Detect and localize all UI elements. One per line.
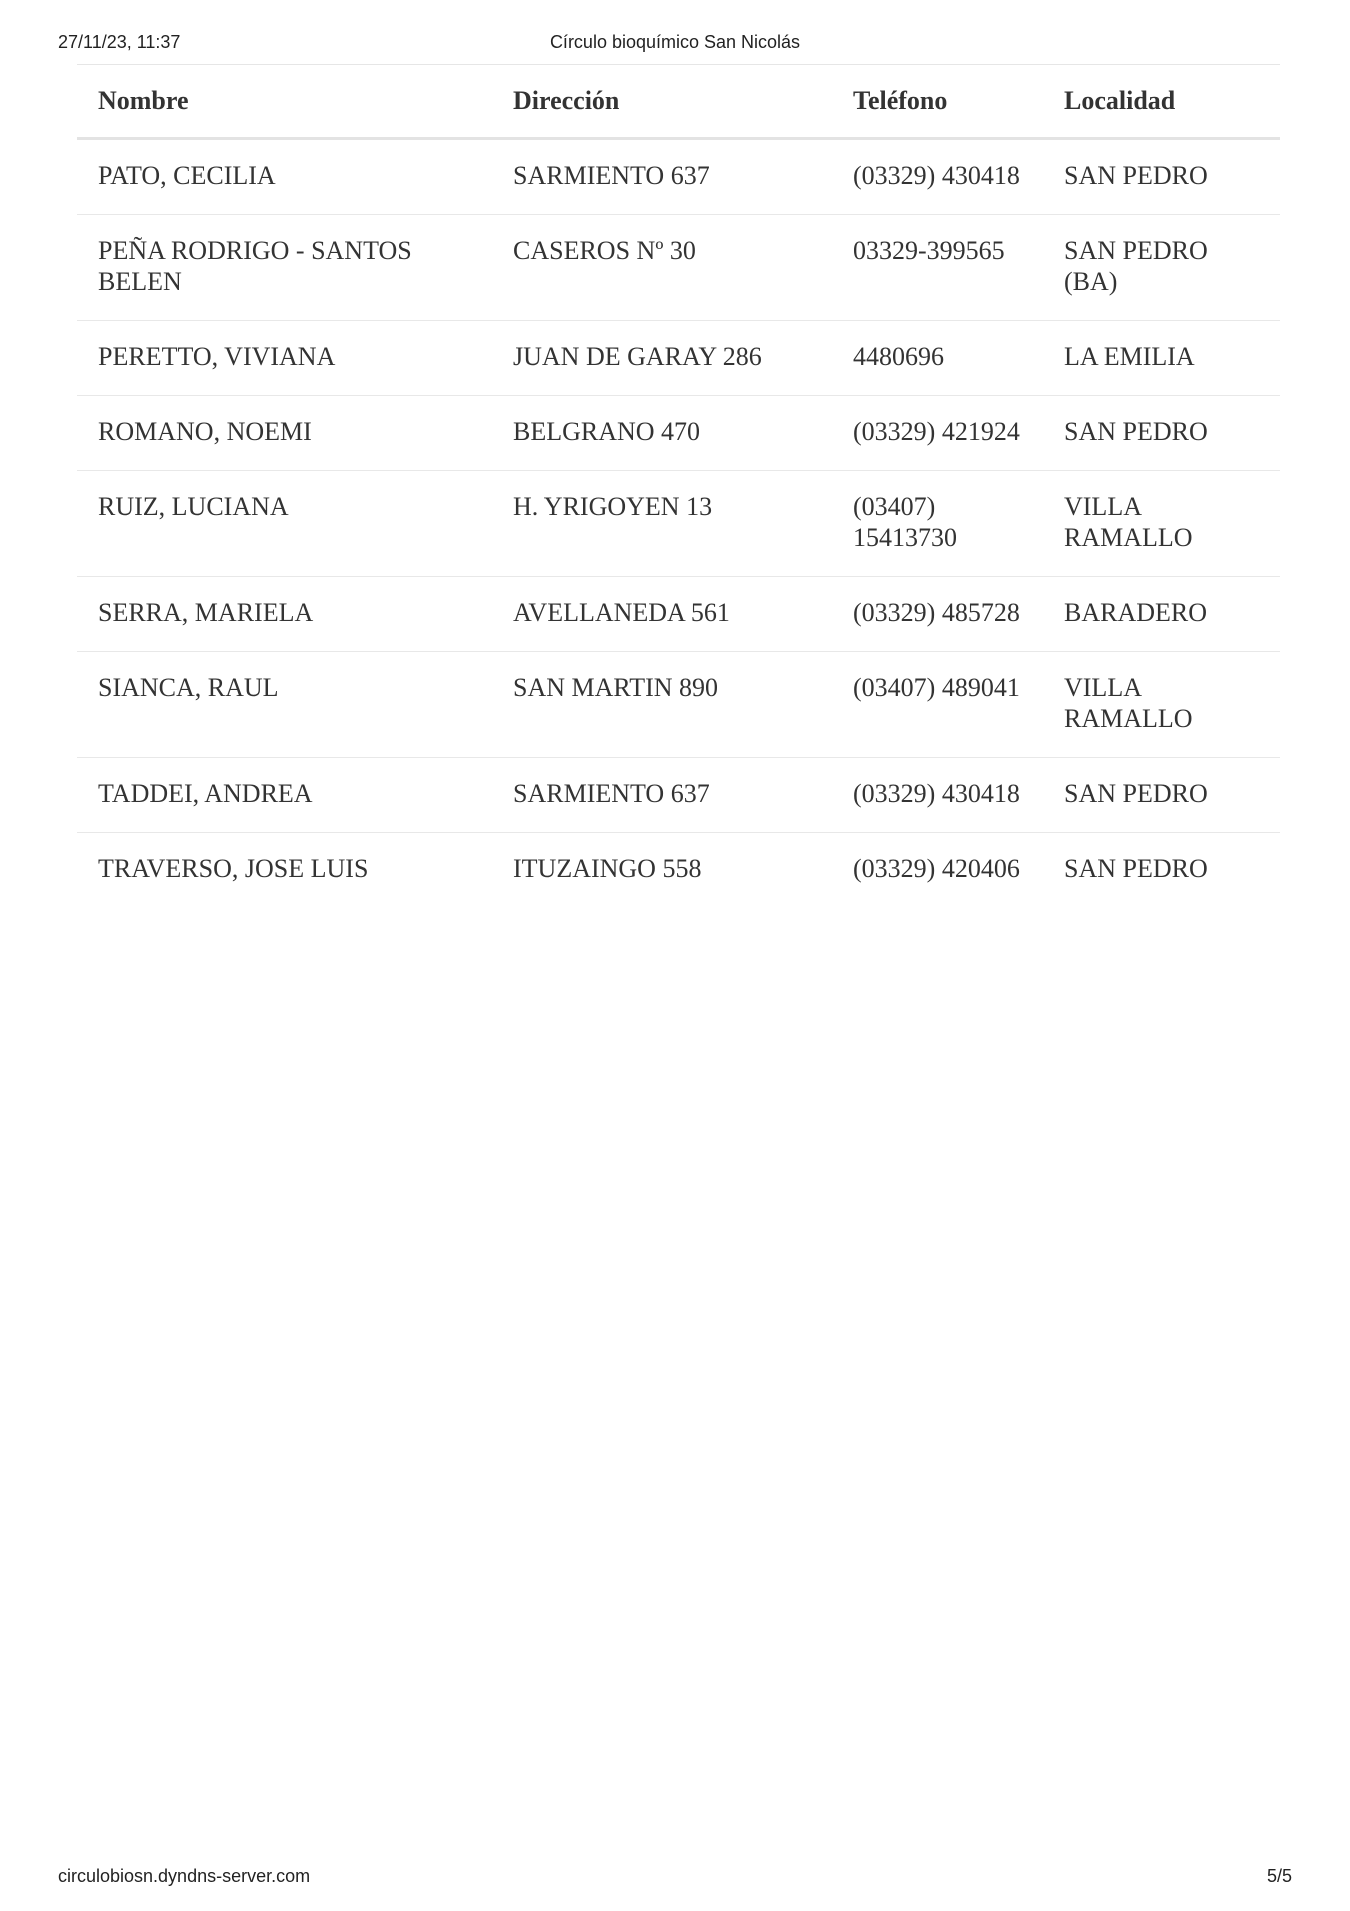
cell-telefono: 4480696 <box>853 342 944 371</box>
cell-localidad: SAN PEDRO (BA) <box>1064 236 1208 296</box>
cell-localidad: VILLA RAMALLO <box>1064 673 1193 733</box>
cell-telefono: (03407) 15413730 <box>853 492 957 552</box>
cell-telefono: (03329) 421924 <box>853 417 1020 446</box>
cell-telefono: (03329) 430418 <box>853 161 1020 190</box>
directory-table-container <box>77 64 1280 907</box>
page-number: 5/5 <box>1266 1866 1292 1886</box>
table-row <box>77 652 1280 758</box>
column-header-direccion: Dirección <box>513 86 620 115</box>
cell-nombre: SERRA, MARIELA <box>98 598 314 627</box>
cell-nombre: SIANCA, RAUL <box>98 673 279 702</box>
cell-localidad: VILLA RAMALLO <box>1064 492 1193 552</box>
table-row <box>77 139 1280 215</box>
table-row <box>77 758 1280 833</box>
cell-direccion: SARMIENTO 637 <box>513 779 710 808</box>
cell-direccion: CASEROS Nº 30 <box>513 236 696 265</box>
cell-localidad: SAN PEDRO <box>1064 779 1208 808</box>
print-header <box>58 32 1292 56</box>
cell-nombre: ROMANO, NOEMI <box>98 417 312 446</box>
cell-localidad: BARADERO <box>1064 598 1208 627</box>
cell-direccion: H. YRIGOYEN 13 <box>513 492 713 521</box>
print-footer <box>58 1866 1292 1890</box>
cell-direccion: SARMIENTO 637 <box>513 161 710 190</box>
table-row <box>77 577 1280 652</box>
cell-direccion: BELGRANO 470 <box>513 417 701 446</box>
cell-localidad: SAN PEDRO <box>1064 161 1208 190</box>
table-header-row <box>77 65 1280 139</box>
cell-localidad: LA EMILIA <box>1064 342 1195 371</box>
cell-direccion: SAN MARTIN 890 <box>513 673 719 702</box>
table-body <box>77 139 1280 908</box>
cell-telefono: 03329-399565 <box>853 236 1005 265</box>
page-url: circulobiosn.dyndns-server.com <box>58 1866 311 1886</box>
table-row <box>77 471 1280 577</box>
directory-table <box>77 64 1280 907</box>
column-header-localidad: Localidad <box>1064 86 1176 115</box>
cell-direccion: JUAN DE GARAY 286 <box>513 342 762 371</box>
cell-nombre: TRAVERSO, JOSE LUIS <box>98 854 369 883</box>
page-title: Círculo bioquímico San Nicolás <box>549 32 801 52</box>
cell-telefono: (03407) 489041 <box>853 673 1020 702</box>
cell-direccion: AVELLANEDA 561 <box>513 598 730 627</box>
cell-telefono: (03329) 420406 <box>853 854 1020 883</box>
cell-localidad: SAN PEDRO <box>1064 854 1208 883</box>
table-header <box>77 65 1280 139</box>
print-datetime: 27/11/23, 11:37 <box>58 32 181 52</box>
table-row <box>77 215 1280 321</box>
column-header-nombre: Nombre <box>98 86 189 115</box>
column-header-telefono: Teléfono <box>853 86 948 115</box>
table-row <box>77 321 1280 396</box>
table-row <box>77 396 1280 471</box>
cell-nombre: RUIZ, LUCIANA <box>98 492 289 521</box>
cell-localidad: SAN PEDRO <box>1064 417 1208 446</box>
cell-telefono: (03329) 430418 <box>853 779 1020 808</box>
table-row <box>77 833 1280 908</box>
cell-direccion: ITUZAINGO 558 <box>513 854 702 883</box>
cell-nombre: TADDEI, ANDREA <box>98 779 313 808</box>
cell-nombre: PERETTO, VIVIANA <box>98 342 336 371</box>
cell-nombre: PATO, CECILIA <box>98 161 276 190</box>
cell-nombre: PEÑA RODRIGO - SANTOS BELEN <box>98 236 412 296</box>
cell-telefono: (03329) 485728 <box>853 598 1020 627</box>
